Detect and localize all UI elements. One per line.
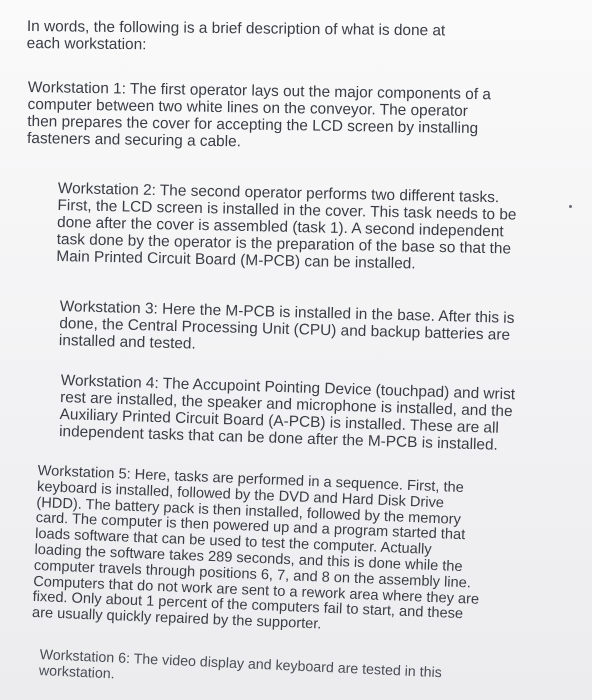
- stray-mark: [569, 205, 572, 208]
- intro-paragraph: In words, the following is a brief description of what is done at each workstation:: [26, 18, 446, 54]
- workstation-4-paragraph: Workstation 4: The Accupoint Pointing Device (touchpad) and wrist rest are installed, the speaker and microphone is installed, and the Auxiliary Printed Circuit Board (A-PCB) is installed. These are all independent tasks that can be done after the M-PCB is installed.: [58, 372, 516, 454]
- workstation-1-paragraph: Workstation 1: The first operator lays out the major components of a computer between two white lines on the conveyor. The operator then prepares the cover for accepting the LCD screen by installing fasteners and securing a cable.: [26, 79, 492, 151]
- workstation-6-paragraph: Workstation 6: The video display and keyboard are tested in this workstation.: [38, 647, 443, 682]
- workstation-2-paragraph: Workstation 2: The second operator performs two different tasks. First, the LCD screen is installed in the cover. This task needs to be done after the cover is assembled (task 1). A second independent task done by the operator is the preparation of the base so that the Main Printed Circuit Board (M-PCB) can be installed.: [56, 180, 517, 273]
- workstation-5-paragraph: Workstation 5: Here, tasks are performed in a sequence. First, the keyboard is installed, followed by the DVD and Hard Disk Drive (HDD). The battery pack is then installed, followed by the memory card. The computer is then powered up and a program started that loads software that can be used to test the computer. Actually loading the software takes 289 seconds, and this is done while the computer travels through positions 6, 7, and 8 on the assembly line. Computers that do not work are sent to a rework area where they are fixed. Only about 1 percent of the computers fail to start, and these are usually quickly repaired by the supporter.: [31, 463, 480, 633]
- workstation-3-paragraph: Workstation 3: Here the M-PCB is installed in the base. After this is done, the Central Processing Unit (CPU) and backup batteries are installed and tested.: [58, 298, 515, 353]
